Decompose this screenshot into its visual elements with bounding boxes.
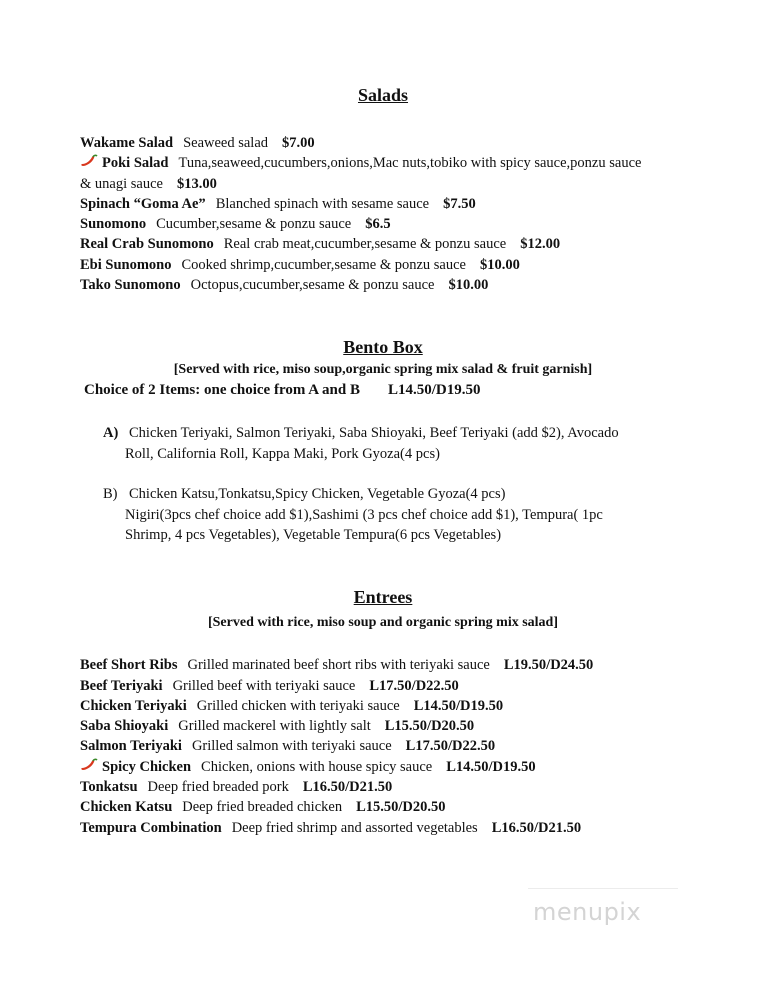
item-price: L14.50/D19.50	[413, 698, 504, 714]
group-line: Chicken Katsu,Tonkatsu,Spicy Chicken, Vegetable Gyoza(4 pcs)	[129, 486, 506, 502]
bento-choice	[84, 382, 480, 399]
group-line: Chicken Teriyaki, Salmon Teriyaki, Saba Shioyaki, Beef Teriyaki (add $2), Avocado	[129, 425, 619, 441]
item-name: Poki Salad	[102, 155, 169, 171]
menu-item-saba-shioyaki	[80, 716, 474, 736]
item-description-cont: & unagi sauce	[80, 176, 163, 192]
menu-item-beef-teriyaki	[80, 676, 459, 696]
menu-item-beef-short-ribs	[80, 655, 593, 675]
menu-item-tempura-combination	[80, 818, 581, 838]
item-name: Beef Teriyaki	[80, 678, 163, 694]
item-description: Grilled mackerel with lightly salt	[178, 718, 371, 734]
item-description: Blanched spinach with sesame sauce	[215, 196, 430, 212]
group-label: B)	[103, 486, 118, 502]
bento-choice-price: L14.50/D19.50	[387, 382, 481, 398]
item-description: Deep fried breaded chicken	[182, 799, 343, 815]
item-price: L15.50/D20.50	[356, 799, 446, 815]
menu-item-ebi-sunomono	[80, 255, 520, 275]
group-line: Nigiri(3pcs chef choice add $1),Sashimi (3 pcs chef choice add $1), Tempura( 1pc	[125, 506, 603, 523]
menu-item-real-crab-sunomono	[80, 234, 560, 254]
item-description: Grilled beef with teriyaki sauce	[172, 678, 356, 694]
item-price: $13.00	[176, 176, 217, 192]
item-name: Wakame Salad	[80, 135, 174, 151]
menu-item-spicy-chicken	[80, 757, 536, 777]
menu-item-spinach-goma-ae	[80, 194, 476, 214]
menu-item-poki-salad-cont	[80, 174, 217, 194]
item-description: Cooked shrimp,cucumber,sesame & ponzu sauce	[181, 257, 466, 273]
menu-item-sunomono	[80, 214, 391, 234]
item-name: Beef Short Ribs	[80, 657, 178, 673]
item-price: L17.50/D22.50	[405, 738, 496, 754]
item-name: Chicken Teriyaki	[80, 698, 187, 714]
item-name: Tempura Combination	[80, 820, 222, 836]
item-description: Deep fried shrimp and assorted vegetables	[231, 820, 478, 836]
item-description: Deep fried breaded pork	[147, 779, 289, 795]
bento-subtitle: [Served with rice, miso soup,organic spring mix salad & fruit garnish]	[173, 362, 593, 377]
bento-choice-text: Choice of 2 Items: one choice from A and B	[84, 382, 360, 398]
item-name: Tako Sunomono	[80, 277, 181, 293]
item-description: Tuna,seaweed,cucumbers,onions,Mac nuts,tobiko with spicy sauce,ponzu sauce	[178, 155, 642, 171]
chili-pepper-icon	[80, 758, 98, 772]
menu-item-tako-sunomono	[80, 275, 488, 295]
item-description: Seaweed salad	[183, 135, 269, 151]
menu-item-poki-salad	[80, 153, 641, 173]
group-label: A)	[103, 425, 119, 441]
item-description: Chicken, onions with house spicy sauce	[201, 759, 433, 775]
item-price: $7.00	[282, 135, 315, 151]
entrees-heading: Entrees	[353, 587, 413, 607]
salads-heading: Salads	[357, 85, 409, 105]
item-description: Octopus,cucumber,sesame & ponzu sauce	[190, 277, 435, 293]
group-line: Shrimp, 4 pcs Vegetables), Vegetable Tempura(6 pcs Vegetables)	[125, 527, 502, 543]
item-name: Sunomono	[80, 216, 147, 232]
item-price: L17.50/D22.50	[369, 678, 459, 694]
item-name: Ebi Sunomono	[80, 257, 172, 273]
item-price: L19.50/D24.50	[503, 657, 594, 673]
bento-group-b	[103, 484, 663, 546]
item-name: Spicy Chicken	[102, 759, 192, 775]
item-name: Saba Shioyaki	[80, 718, 169, 734]
group-line: Roll, California Roll, Kappa Maki, Pork Gyoza(4 pcs)	[125, 445, 440, 462]
item-description: Grilled marinated beef short ribs with teriyaki sauce	[187, 657, 490, 673]
menu-item-wakame-salad	[80, 133, 315, 153]
item-price: $7.50	[443, 196, 476, 212]
item-description: Real crab meat,cucumber,sesame & ponzu sauce	[223, 236, 507, 252]
item-name: Chicken Katsu	[80, 799, 173, 815]
entrees-subtitle: [Served with rice, miso soup and organic spring mix salad]	[207, 615, 558, 630]
item-name: Real Crab Sunomono	[80, 236, 214, 252]
item-name: Tonkatsu	[80, 779, 138, 795]
item-description: Grilled chicken with teriyaki sauce	[196, 698, 400, 714]
item-price: $10.00	[448, 277, 489, 293]
bento-group-a	[103, 423, 663, 464]
item-price: $6.5	[365, 216, 391, 232]
chili-pepper-icon	[80, 154, 98, 168]
item-description: Grilled salmon with teriyaki sauce	[191, 738, 392, 754]
menu-item-chicken-katsu	[80, 797, 446, 817]
item-price: $12.00	[520, 236, 561, 252]
item-price: L16.50/D21.50	[491, 820, 582, 836]
menupix-watermark: menupix	[533, 898, 642, 926]
bento-heading: Bento Box	[343, 337, 423, 357]
item-price: L14.50/D19.50	[446, 759, 536, 775]
item-price: $10.00	[480, 257, 520, 273]
watermark-divider	[528, 888, 678, 889]
menu-item-salmon-teriyaki	[80, 736, 495, 756]
item-description: Cucumber,sesame & ponzu sauce	[156, 216, 352, 232]
menu-item-tonkatsu	[80, 777, 392, 797]
item-price: L15.50/D20.50	[384, 718, 475, 734]
item-name: Spinach “Goma Ae”	[80, 196, 206, 212]
menu-item-chicken-teriyaki	[80, 696, 503, 716]
item-name: Salmon Teriyaki	[80, 738, 182, 754]
item-price: L16.50/D21.50	[302, 779, 393, 795]
